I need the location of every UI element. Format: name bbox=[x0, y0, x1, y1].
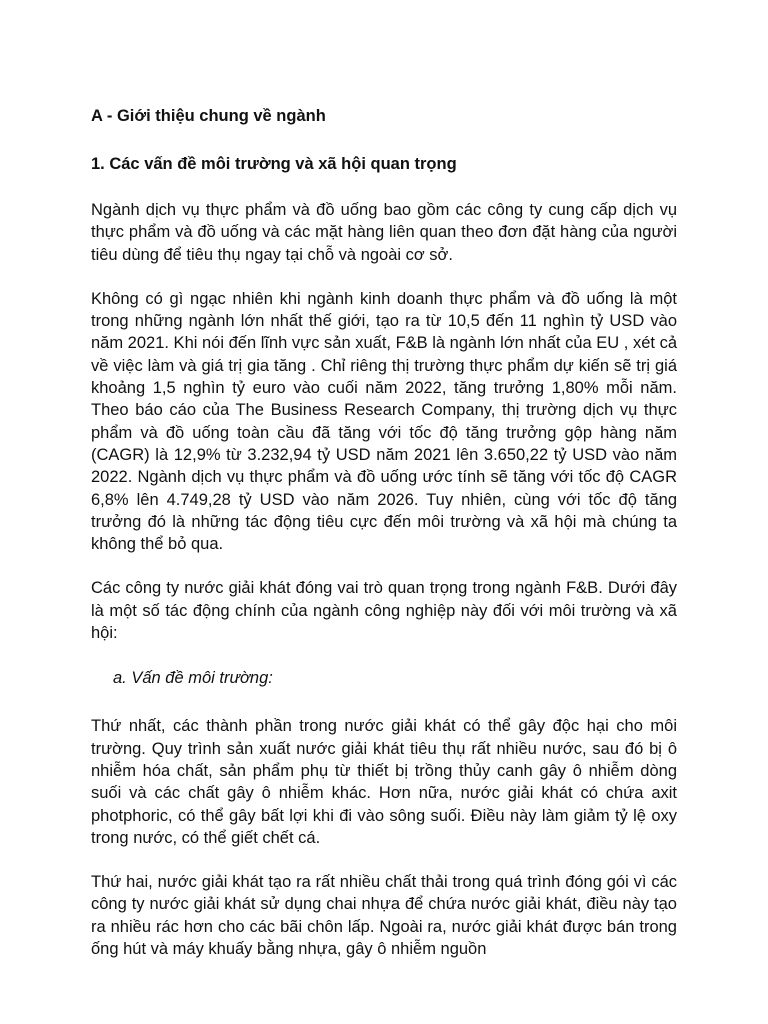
subsection-heading bbox=[91, 667, 677, 689]
paragraph-market-size: Không có gì ngạc nhiên khi ngành kinh doanh thực phẩm và đồ uống là một trong những ngành lớn nhất thế giới, tạo ra từ 10,5 đến 11 nghìn tỷ USD vào năm 2021. Khi nói đến lĩnh vực sản xuất, F&B là ngành lớn nhất của EU , xét cả về việc làm và giá trị gia tăng . Chỉ riêng thị trường thực phẩm dự kiến sẽ trị giá khoảng 1,5 nghìn tỷ euro vào cuối năm 2022, tăng trưởng 1,80% mỗi năm. Theo báo cáo của The Business Research Company, thị trường dịch vụ thực phẩm và đồ uống toàn cầu đã tăng với tốc độ tăng trưởng gộp hàng năm (CAGR) là 12,9% từ 3.232,94 tỷ USD năm 2021 lên 3.650,22 tỷ USD vào năm 2022. Ngành dịch vụ thực phẩm và đồ uống ước tính sẽ tăng với tốc độ CAGR 6,8% lên 4.749,28 tỷ USD vào năm 2026. Tuy nhiên, cùng với tốc độ tăng trưởng đó là những tác động tiêu cực đến môi trường và xã hội mà chúng ta không thể bỏ qua. bbox=[91, 289, 677, 554]
paragraph-beverage-companies: Các công ty nước giải khát đóng vai trò quan trọng trong ngành F&B. Dưới đây là một số tác động chính của ngành công nghiệp này đối với môi trường và xã hội: bbox=[91, 579, 677, 643]
paragraph-second-impact: Thứ hai, nước giải khát tạo ra rất nhiều chất thải trong quá trình đóng gói vì các công ty nước giải khát sử dụng chai nhựa để chứa nước giải khát, điều này tạo ra nhiều rác hơn cho các bãi chôn lấp. Ngoài ra, nước giải khát được bán trong ống hút và máy khuấy bằng nhựa, gây ô nhiễm nguồn bbox=[91, 873, 677, 959]
paragraph-intro: Ngành dịch vụ thực phẩm và đồ uống bao gồm các công ty cung cấp dịch vụ thực phẩm và đồ uống và các mặt hàng liên quan theo đơn đặt hàng của người tiêu dùng để tiêu thụ ngay tại chỗ và ngoài cơ sở. bbox=[91, 201, 677, 264]
section-heading: A - Giới thiệu chung về ngành bbox=[91, 107, 326, 125]
sub-heading: 1. Các vấn đề môi trường và xã hội quan trọng bbox=[91, 155, 457, 173]
subsection-marker: a. bbox=[113, 669, 127, 688]
subsection-title: Vấn đề môi trường: bbox=[131, 669, 273, 688]
paragraph-first-impact: Thứ nhất, các thành phần trong nước giải khát có thể gây độc hại cho môi trường. Quy trình sản xuất nước giải khát tiêu thụ rất nhiều nước, sau đó bị ô nhiễm hóa chất, sản phẩm phụ từ thiết bị trồng thủy canh gây ô nhiễm dòng suối và các chất gây ô nhiễm khác. Hơn nữa, nước giải khát có chứa axit photphoric, có thể gây bất lợi khi đi vào sông suối. Điều này làm giảm tỷ lệ oxy trong nước, có thể giết chết cá. bbox=[91, 717, 677, 847]
